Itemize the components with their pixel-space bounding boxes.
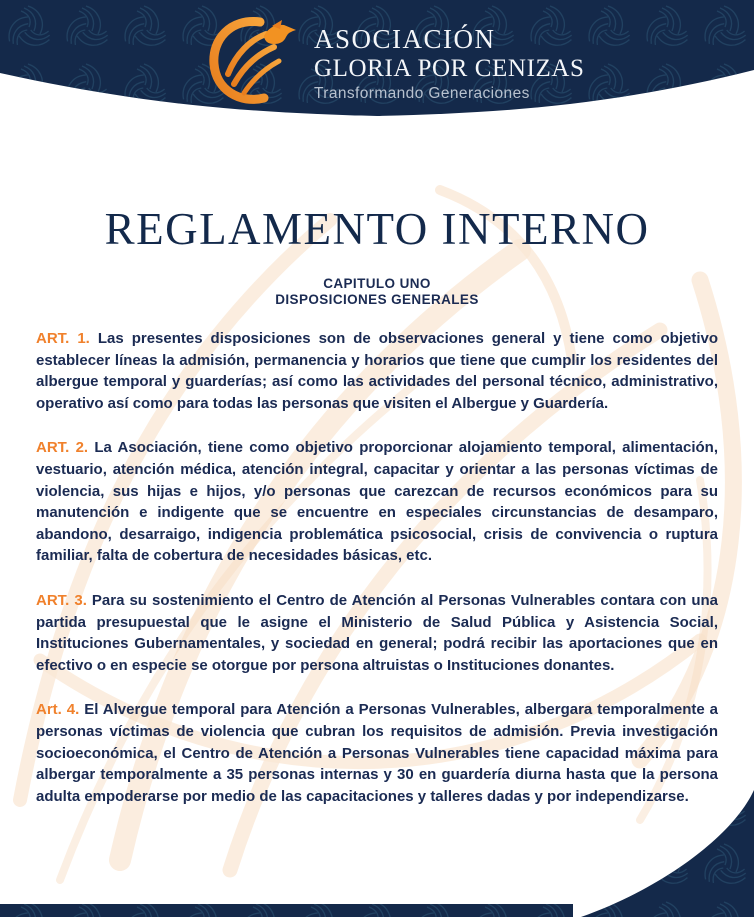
article-paragraph-1 <box>36 328 718 414</box>
article-3-label: ART. 3. <box>36 591 87 609</box>
article-3-text: Para su sostenimiento el Centro de Atención al Personas Vulnerables contara con una partida presupuestal que le asigne el Ministerio de Salud Pública y Asistencia Social, Instituciones Gubernamentales, y sociedad en general; podrá recibir las aportaciones que en efectivo o en especie se otorgue por persona altruistas o Instituciones donantes. <box>36 591 718 674</box>
articles-section <box>36 328 718 830</box>
footer-bar <box>0 904 573 917</box>
article-1-text: Las presentes disposiciones son de observaciones general y tiene como objetivo establecer líneas la admisión, permanencia y horarios que tiene que cumplir los residentes del albergue temporal y guarderías; así como las actividades del personal técnico, administrativo, operativo así como para todas las personas que visiten el Albergue y Guardería. <box>36 330 718 412</box>
article-paragraph-3 <box>36 590 718 676</box>
phoenix-icon <box>206 14 306 106</box>
chapter-subtitle: DISPOSICIONES GENERALES <box>275 292 479 307</box>
page-title: REGLAMENTO INTERNO <box>104 204 650 254</box>
org-name-line1: ASOCIACIÓN <box>314 24 496 54</box>
chapter-heading <box>0 276 754 308</box>
article-2-text: La Asociación, tiene como objetivo proporcionar alojamiento temporal, alimentación, vestuario, atención médica, atención integral, capacitar y orientar a las personas víctimas de violencia, sus hijas e hijos, y/o personas que carezcan de recursos económicos para su manutención e indigente que se encuentre en especiales circunstancias de desamparo, abandono, desarraigo, indigencia problemática psicosocial, crisis de convivencia o ruptura familiar, falta de cobertura de necesidades básicas, etc. <box>36 439 719 565</box>
org-tagline: Transformando Generaciones <box>314 85 530 102</box>
article-paragraph-2 <box>36 437 718 567</box>
article-2-label: ART. 2. <box>36 439 89 457</box>
article-1-label: ART. 1. <box>36 330 90 347</box>
article-4-label: Art. 4. <box>36 701 80 719</box>
chapter-title: CAPITULO UNO <box>323 276 431 291</box>
org-name-line2: GLORIA POR CENIZAS <box>314 55 585 82</box>
article-4-text: El Alvergue temporal para Atención a Personas Vulnerables, albergara temporalmente a personas víctimas de violencia que cubran los requisitos de admisión. Previa investigación socioeconómica, el Centro de Atención a Personas Vulnerables tiene capacidad máxima para albergar temporalmente a 35 personas internas y 30 en guardería diurna hasta que la persona adulta empoderarse por medio de las capacitaciones y talleres dadas y por independizarse. <box>36 701 718 805</box>
footer-decoration <box>0 780 754 917</box>
org-logo <box>206 14 585 106</box>
footer-corner-swoosh <box>581 790 754 917</box>
